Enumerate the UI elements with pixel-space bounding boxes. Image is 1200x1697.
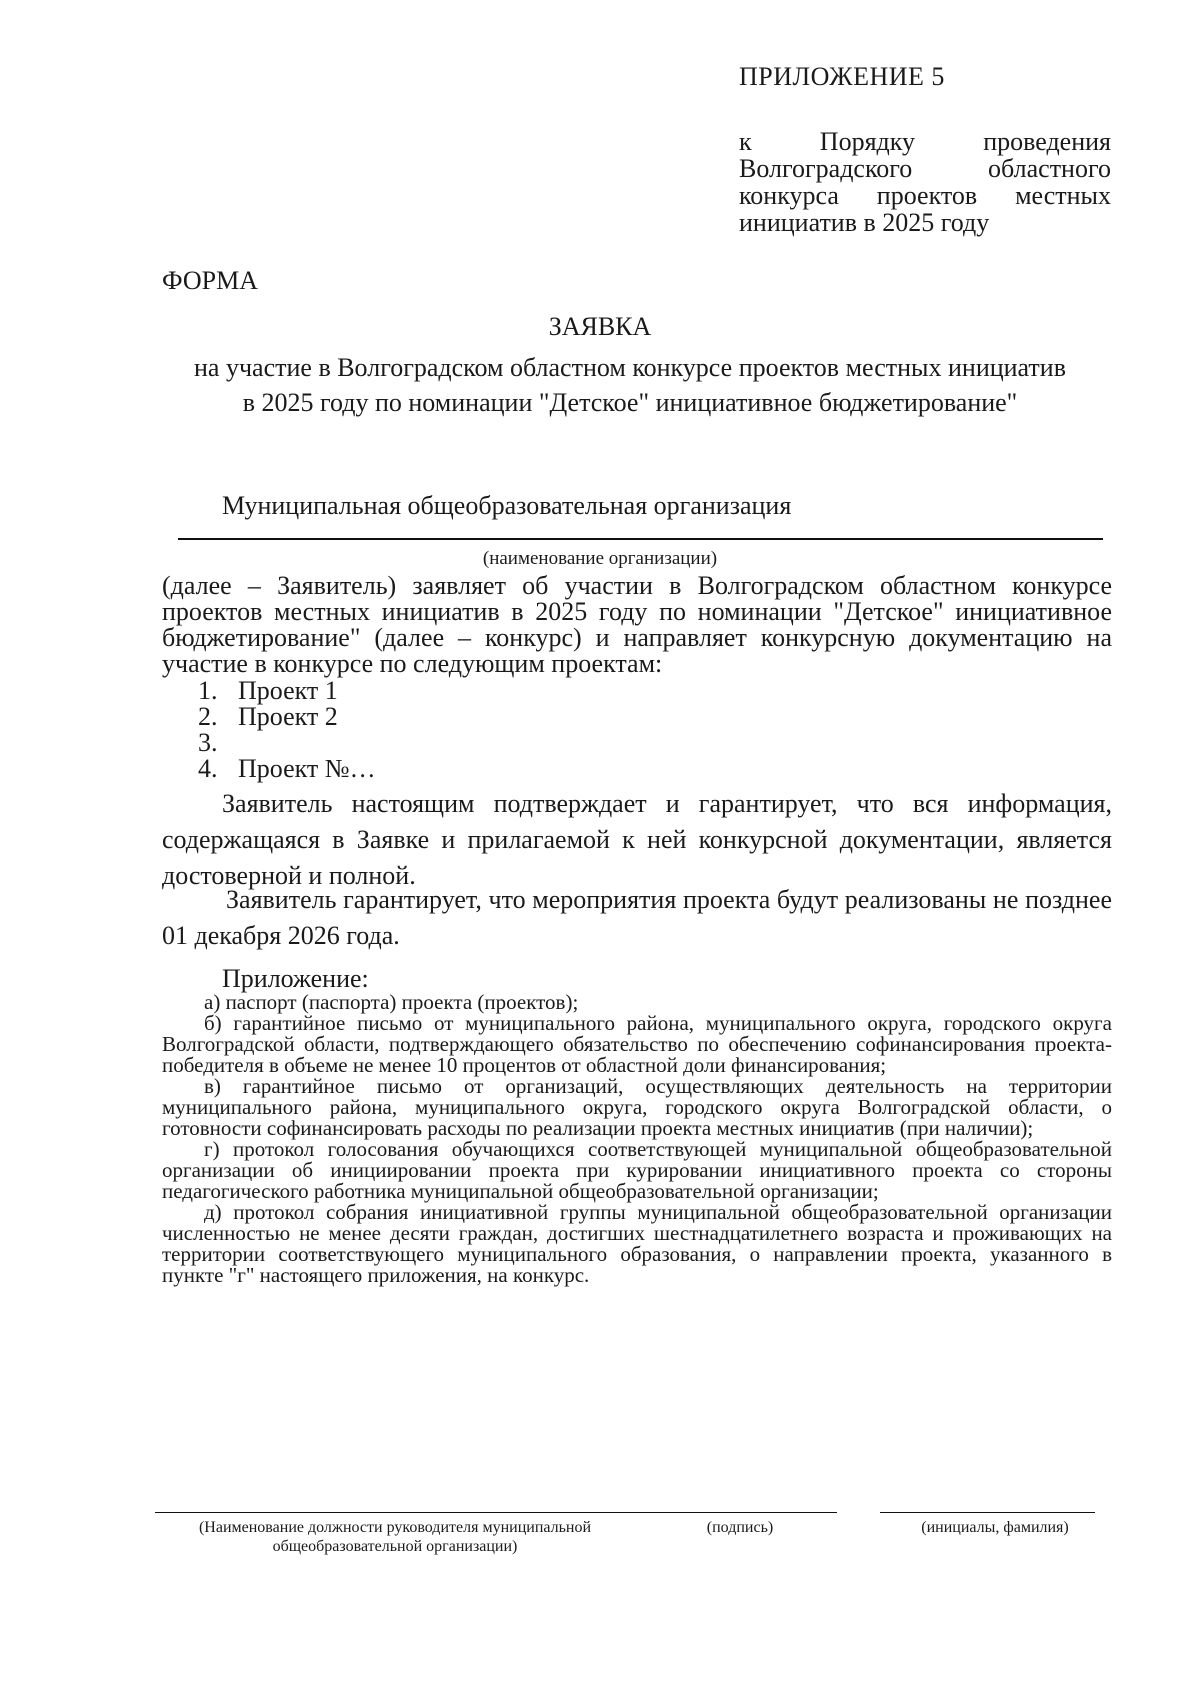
organization-caption: (наименование организации): [482, 548, 718, 569]
project-number: 4.: [198, 754, 218, 783]
organization-label: Муниципальная общеобразовательная организация: [222, 491, 792, 520]
form-label: ФОРМА: [162, 266, 258, 295]
project-label: Проект 1: [238, 676, 338, 705]
signature-caption: (подпись): [706, 1519, 774, 1536]
list-item: [198, 704, 376, 730]
project-label: Проект 2: [238, 702, 338, 731]
list-item: [198, 678, 376, 704]
annex-heading: Приложение:: [222, 964, 369, 993]
project-number: 2.: [198, 702, 218, 731]
name-signature-line: [880, 1512, 1095, 1513]
position-caption: (Наименование должности руководителя муниципальной общеобразовательной организации): [198, 1519, 592, 1555]
main-paragraph: (далее – Заявитель) заявляет об участии в Волгоградском областном конкурсе проектов местных инициатив в 2025 году по номинации "Детское" инициативное бюджетирование" (далее – конкурс) и направляет конкурсную документацию на участие в конкурсе по следующим проектам:: [162, 571, 1112, 678]
project-label: Проект №…: [238, 754, 376, 783]
list-item: [198, 756, 376, 782]
document-title: ЗАЯВКА: [548, 312, 652, 341]
project-number: 1.: [198, 676, 218, 705]
annex-item: г) протокол голосования обучающихся соответствующей муниципальной общеобразовательной организации об инициировании проекта при курировании инициативного проекта со стороны педагогического работника муниципальной общеобразовательной организации;: [162, 1137, 1112, 1203]
position-signature-line: [155, 1512, 495, 1513]
project-number: 3.: [198, 728, 218, 757]
attachment-reference: к Порядку проведения Волгоградского областного конкурса проектов местных инициатив в 2025 году: [739, 127, 1111, 237]
annex-list: [162, 992, 1112, 1286]
attachment-title: ПРИЛОЖЕНИЕ 5: [739, 62, 945, 91]
name-caption: (инициалы, фамилия): [921, 1519, 1069, 1536]
annex-item: а) паспорт (паспорта) проекта (проектов);: [204, 990, 579, 1014]
annex-item: д) протокол собрания инициативной группы муниципальной общеобразовательной организации численностью не менее десяти граждан, достигших шестнадцатилетнего возраста и проживающих на территории соответствующего муниципального образования, о направлении проекта, указанного в пункте "г" настоящего приложения, на конкурс.: [162, 1200, 1112, 1287]
annex-item: в) гарантийное письмо от организаций, осуществляющих деятельность на территории муниципального района, муниципального округа, городского округа Волгоградской области, о готовности софинансировать расходы по реализации проекта местных инициатив (при наличии);: [162, 1074, 1112, 1140]
signature-line: [495, 1512, 837, 1513]
document-subtitle: на участие в Волгоградском областном конкурсе проектов местных инициатив в 2025 году по номинации "Детское" инициативное бюджетирование": [194, 353, 1066, 417]
deadline-paragraph: Заявитель гарантирует, что мероприятия проекта будут реализованы не позднее 01 декабря 2026 года.: [162, 885, 1112, 950]
guarantee-paragraph: Заявитель настоящим подтверждает и гарантирует, что вся информация, содержащаяся в Заявке и прилагаемой к ней конкурсной документации, является достоверной и полной.: [162, 789, 1112, 890]
annex-item: б) гарантийное письмо от муниципального района, муниципального округа, городского округа Волгоградской области, подтверждающего обязательство по обеспечению софинансирования проекта-победителя в объеме не менее 10 процентов от областной доли финансирования;: [162, 1011, 1112, 1077]
list-item: [198, 730, 376, 756]
organization-name-line: [178, 538, 1103, 540]
projects-list: [198, 678, 376, 782]
